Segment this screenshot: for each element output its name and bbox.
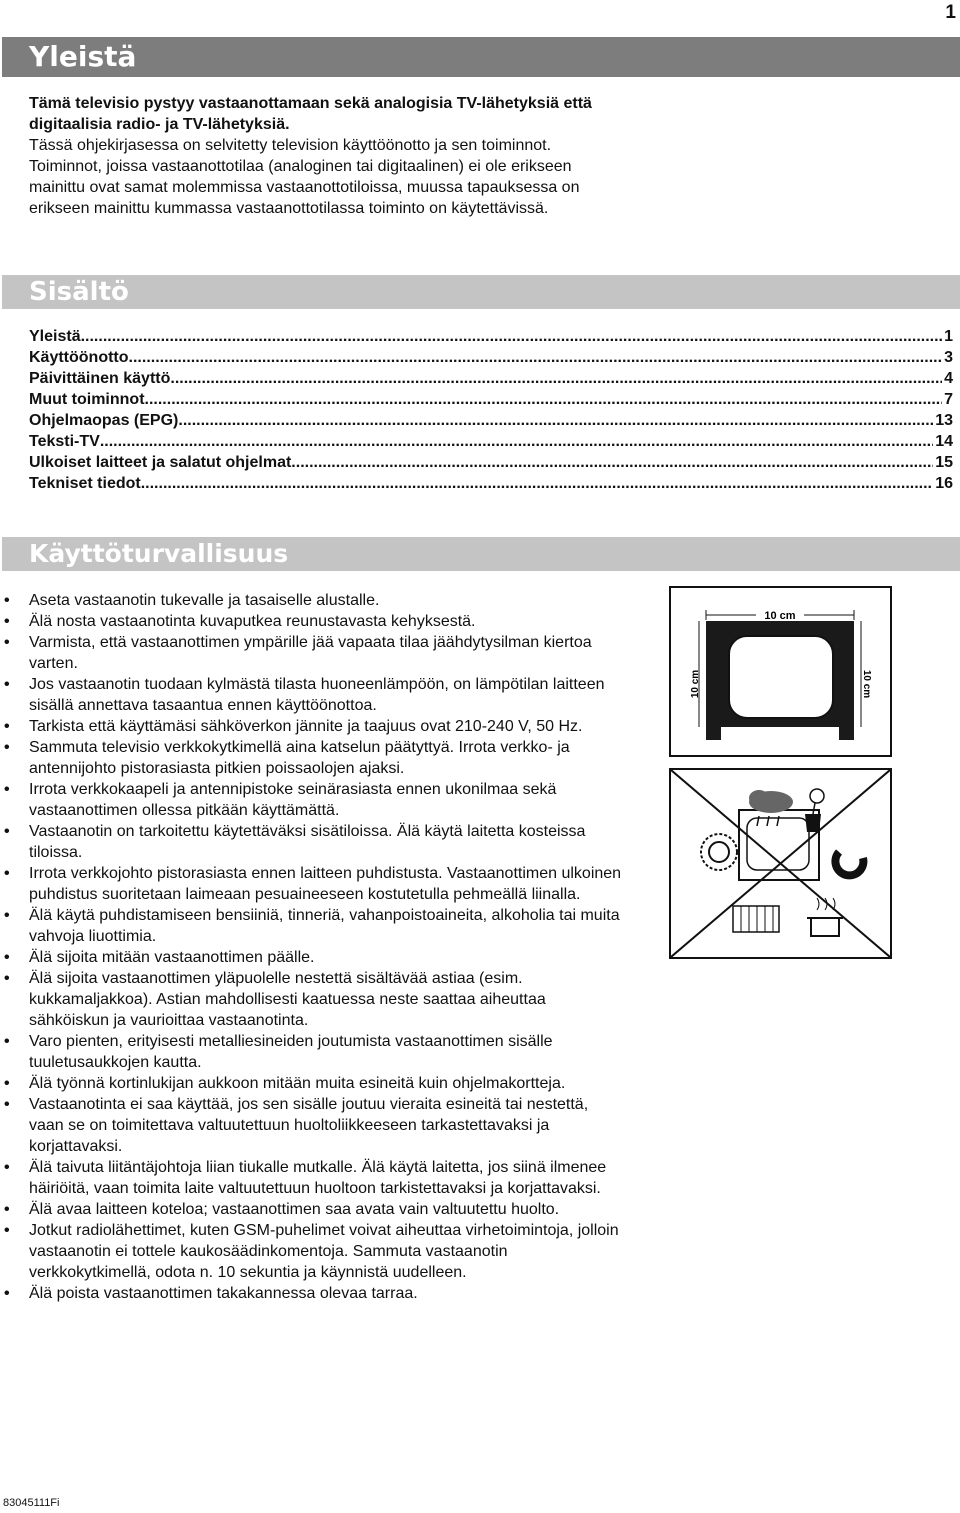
safety-item-text: Älä työnnä kortinlukijan aukkoon mitään muita esineitä kuin ohjelmakortteja. [29, 1075, 566, 1092]
bullet-icon: • [4, 1201, 10, 1218]
safety-item-text: Varo pienten, erityisesti metalliesineiden joutumista vastaanottimen sisälle tuuletusaukkojen kautta. [29, 1033, 553, 1071]
heater-sun-icon [701, 834, 737, 870]
toc-entry-title: Yleistä [29, 328, 81, 345]
safety-list-item [0, 779, 625, 821]
safety-item-text: Sammuta televisio verkkokytkimellä aina katselun päätyttyä. Irrota verkko- ja antennijohto pistorasiasta pitkien poissaolojen ajaksi. [29, 739, 570, 777]
toc-entry-page: 7 [944, 391, 953, 408]
toc-entry-page: 14 [935, 433, 953, 450]
safety-item-text: Jotkut radiolähettimet, kuten GSM-puhelimet voivat aiheuttaa virhetoimintoja, jolloin vastaanotin ei tottele kaukosäädinkomentoja. Sammuta vastaanotin verkkokytkimellä, odota n. 10 sekuntia ja käynnistä uudelleen. [29, 1222, 619, 1281]
section-title-general: Yleistä [29, 40, 137, 73]
toc-entry-title: Tekniset tiedot [29, 475, 141, 492]
bullet-icon: • [4, 1159, 10, 1176]
safety-list-item [0, 947, 625, 968]
bullet-icon: • [4, 1033, 10, 1050]
toc-leader-dots [291, 452, 933, 473]
toc-entry [29, 431, 953, 452]
safety-list-item [0, 716, 625, 737]
safety-item-text: Älä nosta vastaanotinta kuvaputkea reunustavasta kehyksestä. [29, 613, 476, 630]
toc-entry-title: Päivittäinen käyttö [29, 370, 171, 387]
safety-list-item [0, 674, 625, 716]
safety-item-text: Jos vastaanotin tuodaan kylmästä tilasta huoneenlämpöön, on lämpötilan laitteen sisällä annettava tasaantua ennen käyttöönottoa. [29, 676, 605, 714]
toc-entry-page: 4 [944, 370, 953, 387]
section-header-contents [2, 275, 960, 309]
toc-leader-dots [141, 473, 933, 494]
bullet-icon: • [4, 907, 10, 924]
toc-entry [29, 452, 953, 473]
toc-entry-page: 15 [935, 454, 953, 471]
section-header-general [2, 37, 960, 77]
toc-leader-dots [81, 326, 943, 347]
safety-item-text: Vastaanotin on tarkoitettu käytettäväksi sisätiloissa. Älä käytä laitetta kosteissa tiloissa. [29, 823, 586, 861]
safety-list-item [0, 1283, 625, 1304]
toc-entry-page: 13 [935, 412, 953, 429]
page-number: 1 [945, 2, 956, 23]
bullet-icon: • [4, 676, 10, 693]
toc-leader-dots [129, 347, 943, 368]
bullet-icon: • [4, 1285, 10, 1302]
magnet-icon [835, 852, 863, 875]
safety-item-text: Älä sijoita mitään vastaanottimen päälle. [29, 949, 315, 966]
safety-list-item [0, 632, 625, 674]
safety-item-text: Aseta vastaanotin tukevalle ja tasaiselle alustalle. [29, 592, 380, 609]
intro-paragraph [29, 93, 619, 219]
safety-list-item [0, 737, 625, 779]
hazards-figure [669, 768, 892, 959]
safety-item-text: Irrota verkkokaapeli ja antennipistoke seinärasiasta ennen ukonilmaa sekä vastaanottimen ollessa pitkään käyttämättä. [29, 781, 557, 819]
safety-list-item [0, 1094, 625, 1157]
bullet-icon: • [4, 949, 10, 966]
safety-list-item [0, 611, 625, 632]
safety-list-item [0, 1220, 625, 1283]
safety-item-text: Älä taivuta liitäntäjohtoja liian tiukalle mutkalle. Älä käytä laitetta, jos siinä ilmenee häiriöitä, vaan toimita laite valtuutettuun huoltoon tarkistettavaksi ja korjattavaksi. [29, 1159, 607, 1197]
bullet-icon: • [4, 1222, 10, 1239]
bullet-icon: • [4, 613, 10, 630]
toc-entry-title: Teksti-TV [29, 433, 100, 450]
tv-clearance-figure [669, 586, 892, 757]
section-title-safety: Käyttöturvallisuus [29, 539, 289, 568]
safety-list-item [0, 1199, 625, 1220]
safety-list [0, 590, 625, 1304]
toc-entry [29, 368, 953, 389]
toc-entry-title: Muut toiminnot [29, 391, 145, 408]
safety-list-item [0, 1031, 625, 1073]
bullet-icon: • [4, 718, 10, 735]
section-header-safety [2, 537, 960, 571]
radiator-icon [733, 906, 779, 932]
safety-item-text: Älä avaa laitteen koteloa; vastaanottimen saa avata vain valtuutettu huolto. [29, 1201, 560, 1218]
toc-entry [29, 389, 953, 410]
hazards-illustration [671, 770, 890, 957]
toc-leader-dots [178, 410, 933, 431]
bullet-icon: • [4, 739, 10, 756]
toc-entry [29, 473, 953, 494]
toc-entry-page: 1 [944, 328, 953, 345]
bullet-icon: • [4, 823, 10, 840]
toc-entry-title: Käyttöönotto [29, 349, 129, 366]
safety-list-item [0, 863, 625, 905]
safety-item-text: Älä poista vastaanottimen takakannessa olevaa tarraa. [29, 1285, 418, 1302]
bullet-icon: • [4, 970, 10, 987]
tv-screen [729, 636, 833, 718]
section-title-contents: Sisältö [29, 277, 129, 307]
safety-item-text: Tarkista että käyttämäsi sähköverkon jännite ja taajuus ovat 210-240 V, 50 Hz. [29, 718, 583, 735]
tv-clearance-illustration [671, 588, 890, 755]
safety-list-item [0, 968, 625, 1031]
cooking-pot-icon [807, 898, 843, 936]
rain-cloud-icon [749, 790, 793, 826]
bullet-icon: • [4, 1075, 10, 1092]
bullet-icon: • [4, 634, 10, 651]
toc-entry [29, 410, 953, 431]
toc-entry [29, 347, 953, 368]
safety-list-item [0, 821, 625, 863]
safety-item-text: Varmista, että vastaanottimen ympärille jää vapaata tilaa jäähdytysilman kiertoa varten. [29, 634, 592, 672]
toc-leader-dots [170, 368, 942, 389]
safety-item-text: Vastaanotinta ei saa käyttää, jos sen sisälle joutuu vieraita esineitä tai nestettä, vaan se on toimitettava valtuutettuun huoltoliikkeeseen tarkastettavaksi ja korjattavaksi. [29, 1096, 589, 1155]
toc-entry-page: 16 [935, 475, 953, 492]
safety-item-text: Irrota verkkojohto pistorasiasta ennen laitteen puhdistusta. Vastaanottimen ulkoinen puhdistus suoritetaan laimeaan pesuaineeseen kostutetulla pehmeällä liinalla. [29, 865, 622, 903]
safety-item-text: Älä käytä puhdistamiseen bensiiniä, tinneriä, vahanpoistoaineita, alkoholia tai muita vahvoja liuottimia. [29, 907, 620, 945]
safety-list-item [0, 590, 625, 611]
toc-entry-title: Ohjelmaopas (EPG) [29, 412, 179, 429]
clearance-left-label: 10 cm [690, 669, 701, 699]
safety-item-text: Älä sijoita vastaanottimen yläpuolelle nestettä sisältävää astiaa (esim. kukkamaljakkoa). Astian mahdollisesti kaatuessa neste saattaa aiheuttaa sähköiskun ja vaurioittaa vastaanotinta. [29, 970, 546, 1029]
footer-document-code: 83045111Fi [3, 1497, 60, 1509]
safety-list-item [0, 905, 625, 947]
bullet-icon: • [4, 781, 10, 798]
toc-entry-page: 3 [944, 349, 953, 366]
tv-feet [706, 727, 854, 740]
bullet-icon: • [4, 1096, 10, 1113]
toc-leader-dots [145, 389, 943, 410]
safety-list-item [0, 1157, 625, 1199]
table-of-contents [29, 326, 953, 494]
bullet-icon: • [4, 865, 10, 882]
toc-leader-dots [100, 431, 933, 452]
bullet-icon: • [4, 592, 10, 609]
clearance-right-label: 10 cm [861, 669, 872, 699]
intro-body-text: Tässä ohjekirjasessa on selvitetty television käyttöönotto ja sen toiminnot. Toiminnot, joissa vastaanottotilaa (analoginen tai digitaalinen) ei ole erikseen mainittu ovat samat molemmissa vastaanottotiloissa, muussa tapauksessa on erikseen mainittu kummassa vastaanottotilassa toiminto on käytettävissä. [29, 137, 580, 217]
safety-list-item [0, 1073, 625, 1094]
toc-entry [29, 326, 953, 347]
intro-bold-text: Tämä televisio pystyy vastaanottamaan sekä analogisia TV-lähetyksiä että digitaalisia radio- ja TV-lähetyksiä. [29, 95, 592, 133]
clearance-top-label: 10 cm [764, 610, 796, 622]
toc-entry-title: Ulkoiset laitteet ja salatut ohjelmat [29, 454, 292, 471]
